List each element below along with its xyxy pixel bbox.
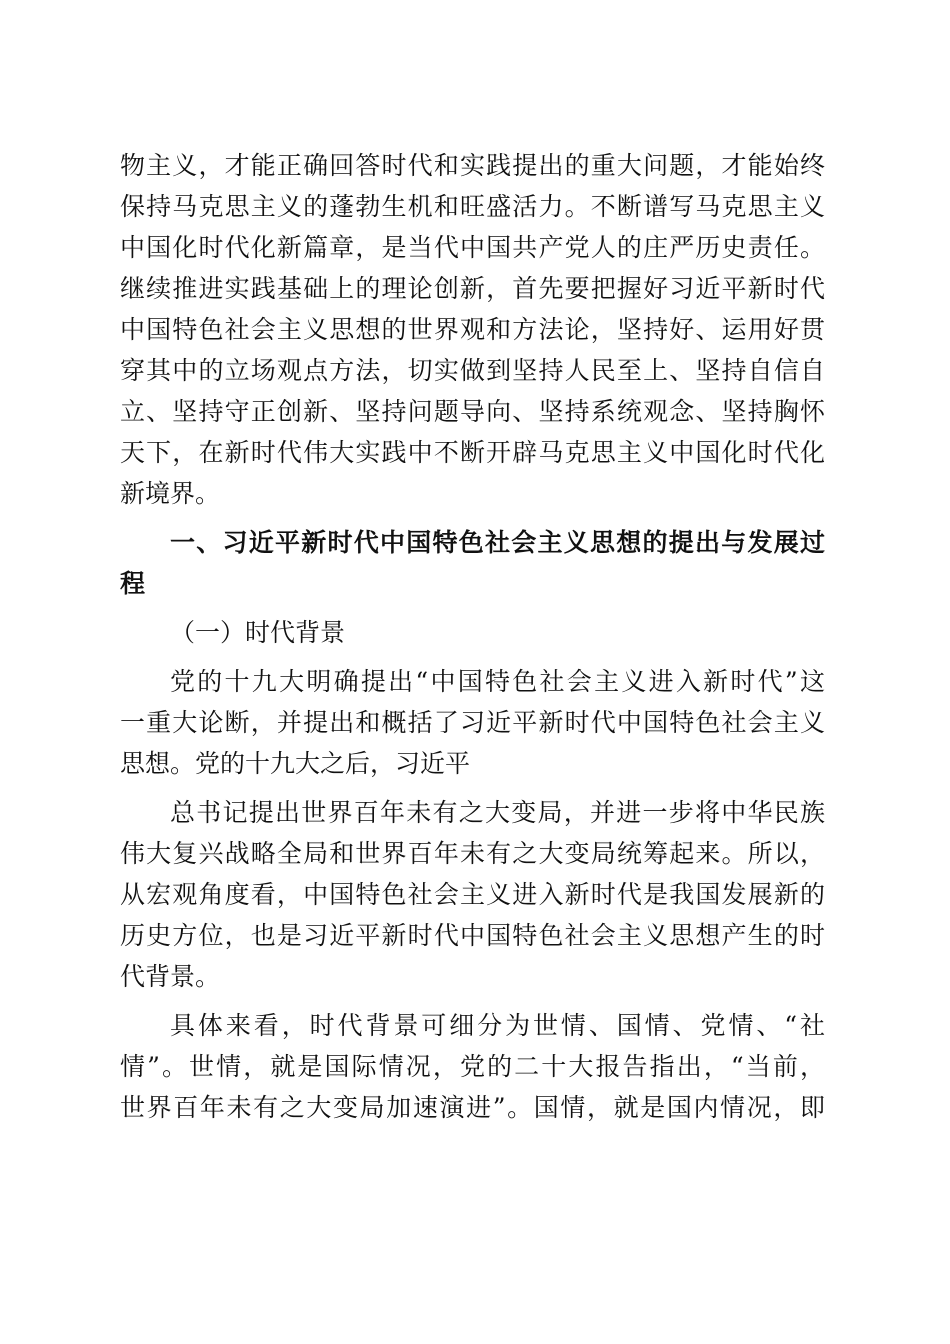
text-line: 世界百年未有之大变局加速演进”。国情，就是国内情况，即 — [120, 1093, 825, 1122]
paragraph-2 — [120, 661, 825, 784]
section-heading-1 — [120, 522, 825, 604]
document-body — [120, 145, 825, 1128]
heading-line: 程 — [120, 569, 146, 598]
text-line: 思想。党的十九大之后，习近平 — [120, 749, 471, 778]
text-line: 保持马克思主义的蓬勃生机和旺盛活力。不断谱写马克思主义 — [120, 192, 825, 221]
text-line: 立、坚持守正创新、坚持问题导向、坚持系统观念、坚持胸怀 — [120, 397, 825, 426]
text-line: 中国特色社会主义思想的世界观和方法论，坚持好、运用好贯 — [120, 315, 825, 344]
text-line: 从宏观角度看，中国特色社会主义进入新时代是我国发展新的 — [120, 880, 825, 909]
heading-line: 一、习近平新时代中国特色社会主义思想的提出与发展过 — [170, 528, 825, 557]
text-line: 历史方位，也是习近平新时代中国特色社会主义思想产生的时 — [120, 921, 825, 950]
paragraph-1 — [120, 145, 825, 514]
subheading-era-background: （一）时代背景 — [170, 618, 346, 647]
text-line: 物主义，才能正确回答时代和实践提出的重大问题，才能始终 — [120, 151, 825, 180]
text-line: 天下，在新时代伟大实践中不断开辟马克思主义中国化时代化 — [120, 438, 825, 467]
paragraph-3 — [120, 792, 825, 997]
text-line: 继续推进实践基础上的理论创新，首先要把握好习近平新时代 — [120, 274, 825, 303]
text-line: 情”。世情，就是国际情况，党的二十大报告指出，“当前， — [120, 1052, 825, 1081]
text-line: 代背景。 — [120, 962, 221, 991]
text-line: 伟大复兴战略全局和世界百年未有之大变局统筹起来。所以， — [120, 839, 825, 868]
text-line: 一重大论断，并提出和概括了习近平新时代中国特色社会主义 — [120, 708, 825, 737]
text-line: 具体来看，时代背景可细分为世情、国情、党情、“社 — [170, 1011, 825, 1040]
text-line: 新境界。 — [120, 479, 221, 508]
paragraph-4 — [120, 1005, 825, 1128]
text-line: 党的十九大明确提出“中国特色社会主义进入新时代”这 — [170, 667, 825, 696]
text-line: 总书记提出世界百年未有之大变局，并进一步将中华民族 — [170, 798, 825, 827]
text-line: 穿其中的立场观点方法，切实做到坚持人民至上、坚持自信自 — [120, 356, 825, 385]
text-line: 中国化时代化新篇章，是当代中国共产党人的庄严历史责任。 — [120, 233, 825, 262]
